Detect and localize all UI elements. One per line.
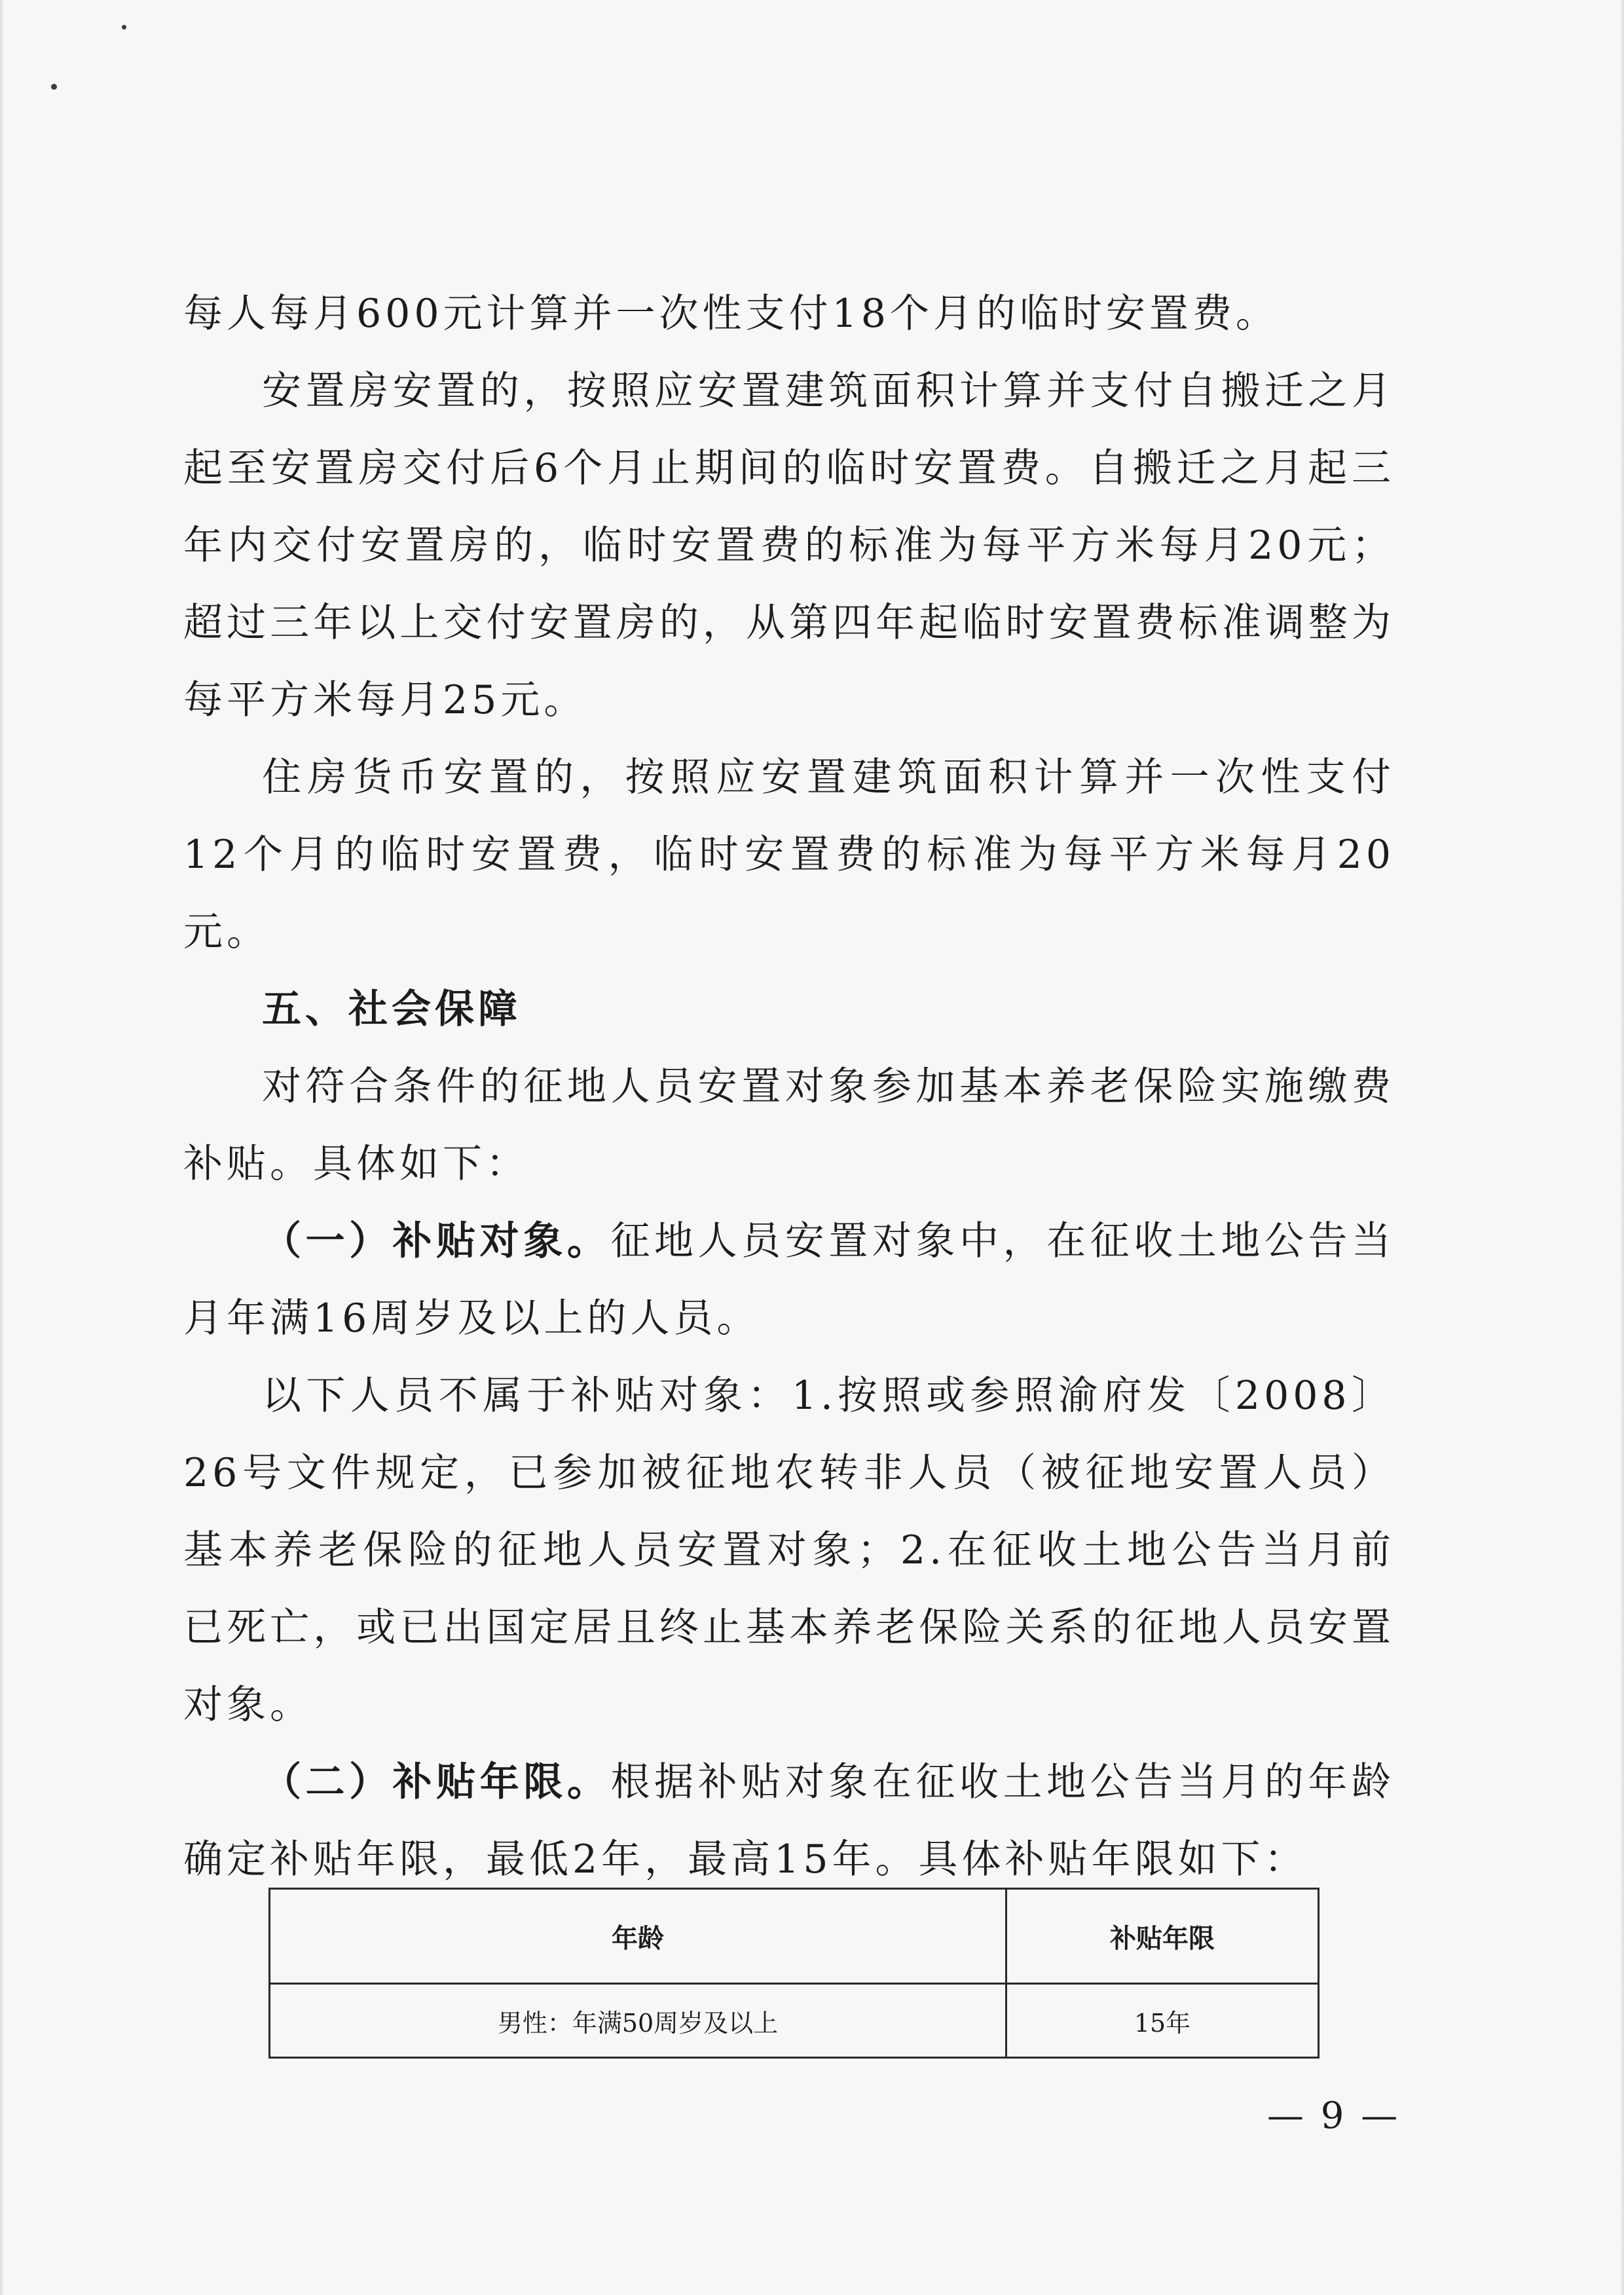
age-table <box>268 1888 1320 2059</box>
page-number: — 9 — <box>1267 2095 1401 2137</box>
subsidy-target-heading: （一）补贴对象。 <box>262 1218 611 1264</box>
subsidy-target-text: 征地人员安置对象中，在征收土地公告当月年满16周岁及以上的人员。 <box>183 1218 1395 1341</box>
paragraph-temporary-fee: 每人每月600元计算并一次性支付18个月的临时安置费。 <box>183 291 1279 337</box>
table-header-row <box>270 1889 1319 1984</box>
table-row <box>270 1984 1319 2058</box>
scan-edge-left <box>0 0 4 2295</box>
paragraph-subsidy-target <box>183 1203 1395 1357</box>
scan-speck <box>122 25 126 29</box>
column-header-years: 补贴年限 <box>1006 1889 1319 1984</box>
paragraph-subsidy-period <box>183 1744 1395 1898</box>
table-cell-years: 15年 <box>1006 1984 1319 2058</box>
paragraph-resettlement-housing: 安置房安置的，按照应安置建筑面积计算并支付自搬迁之月起至安置房交付后6个月止期间的临时安置费。自搬迁之月起三年内交付安置房的，临时安置费的标准为每平方米每月20元；超过三年以上交付安置房的，从第四年起临时安置费标准调整为每平方米每月25元。 <box>183 368 1395 723</box>
scan-speck <box>51 84 57 90</box>
table-cell-age: 男性：年满50周岁及以上 <box>270 1984 1006 2058</box>
body-text <box>183 275 1395 1898</box>
scan-edge-right <box>1620 0 1624 2295</box>
column-header-age: 年龄 <box>270 1889 1006 1984</box>
subsidy-period-text: 根据补贴对象在征收土地公告当月的年龄确定补贴年限，最低2年，最高15年。具体补贴年限如下： <box>183 1759 1395 1882</box>
subsidy-period-table <box>268 1888 1320 2059</box>
paragraph-pension-subsidy-intro: 对符合条件的征地人员安置对象参加基本养老保险实施缴费补贴。具体如下： <box>183 1064 1395 1187</box>
paragraph-excluded-persons: 以下人员不属于补贴对象：1.按照或参照渝府发〔2008〕26号文件规定，已参加被征地农转非人员（被征地安置人员）基本养老保险的征地人员安置对象；2.在征收土地公告当月前已死亡，或已出国定居且终止基本养老保险关系的征地人员安置对象。 <box>183 1373 1395 1728</box>
paragraph-monetary-resettlement: 住房货币安置的，按照应安置建筑面积计算并一次性支付12个月的临时安置费，临时安置费的标准为每平方米每月20元。 <box>183 755 1395 955</box>
subsidy-period-heading: （二）补贴年限。 <box>262 1759 611 1805</box>
section-heading-social-security: 五、社会保障 <box>262 986 521 1032</box>
